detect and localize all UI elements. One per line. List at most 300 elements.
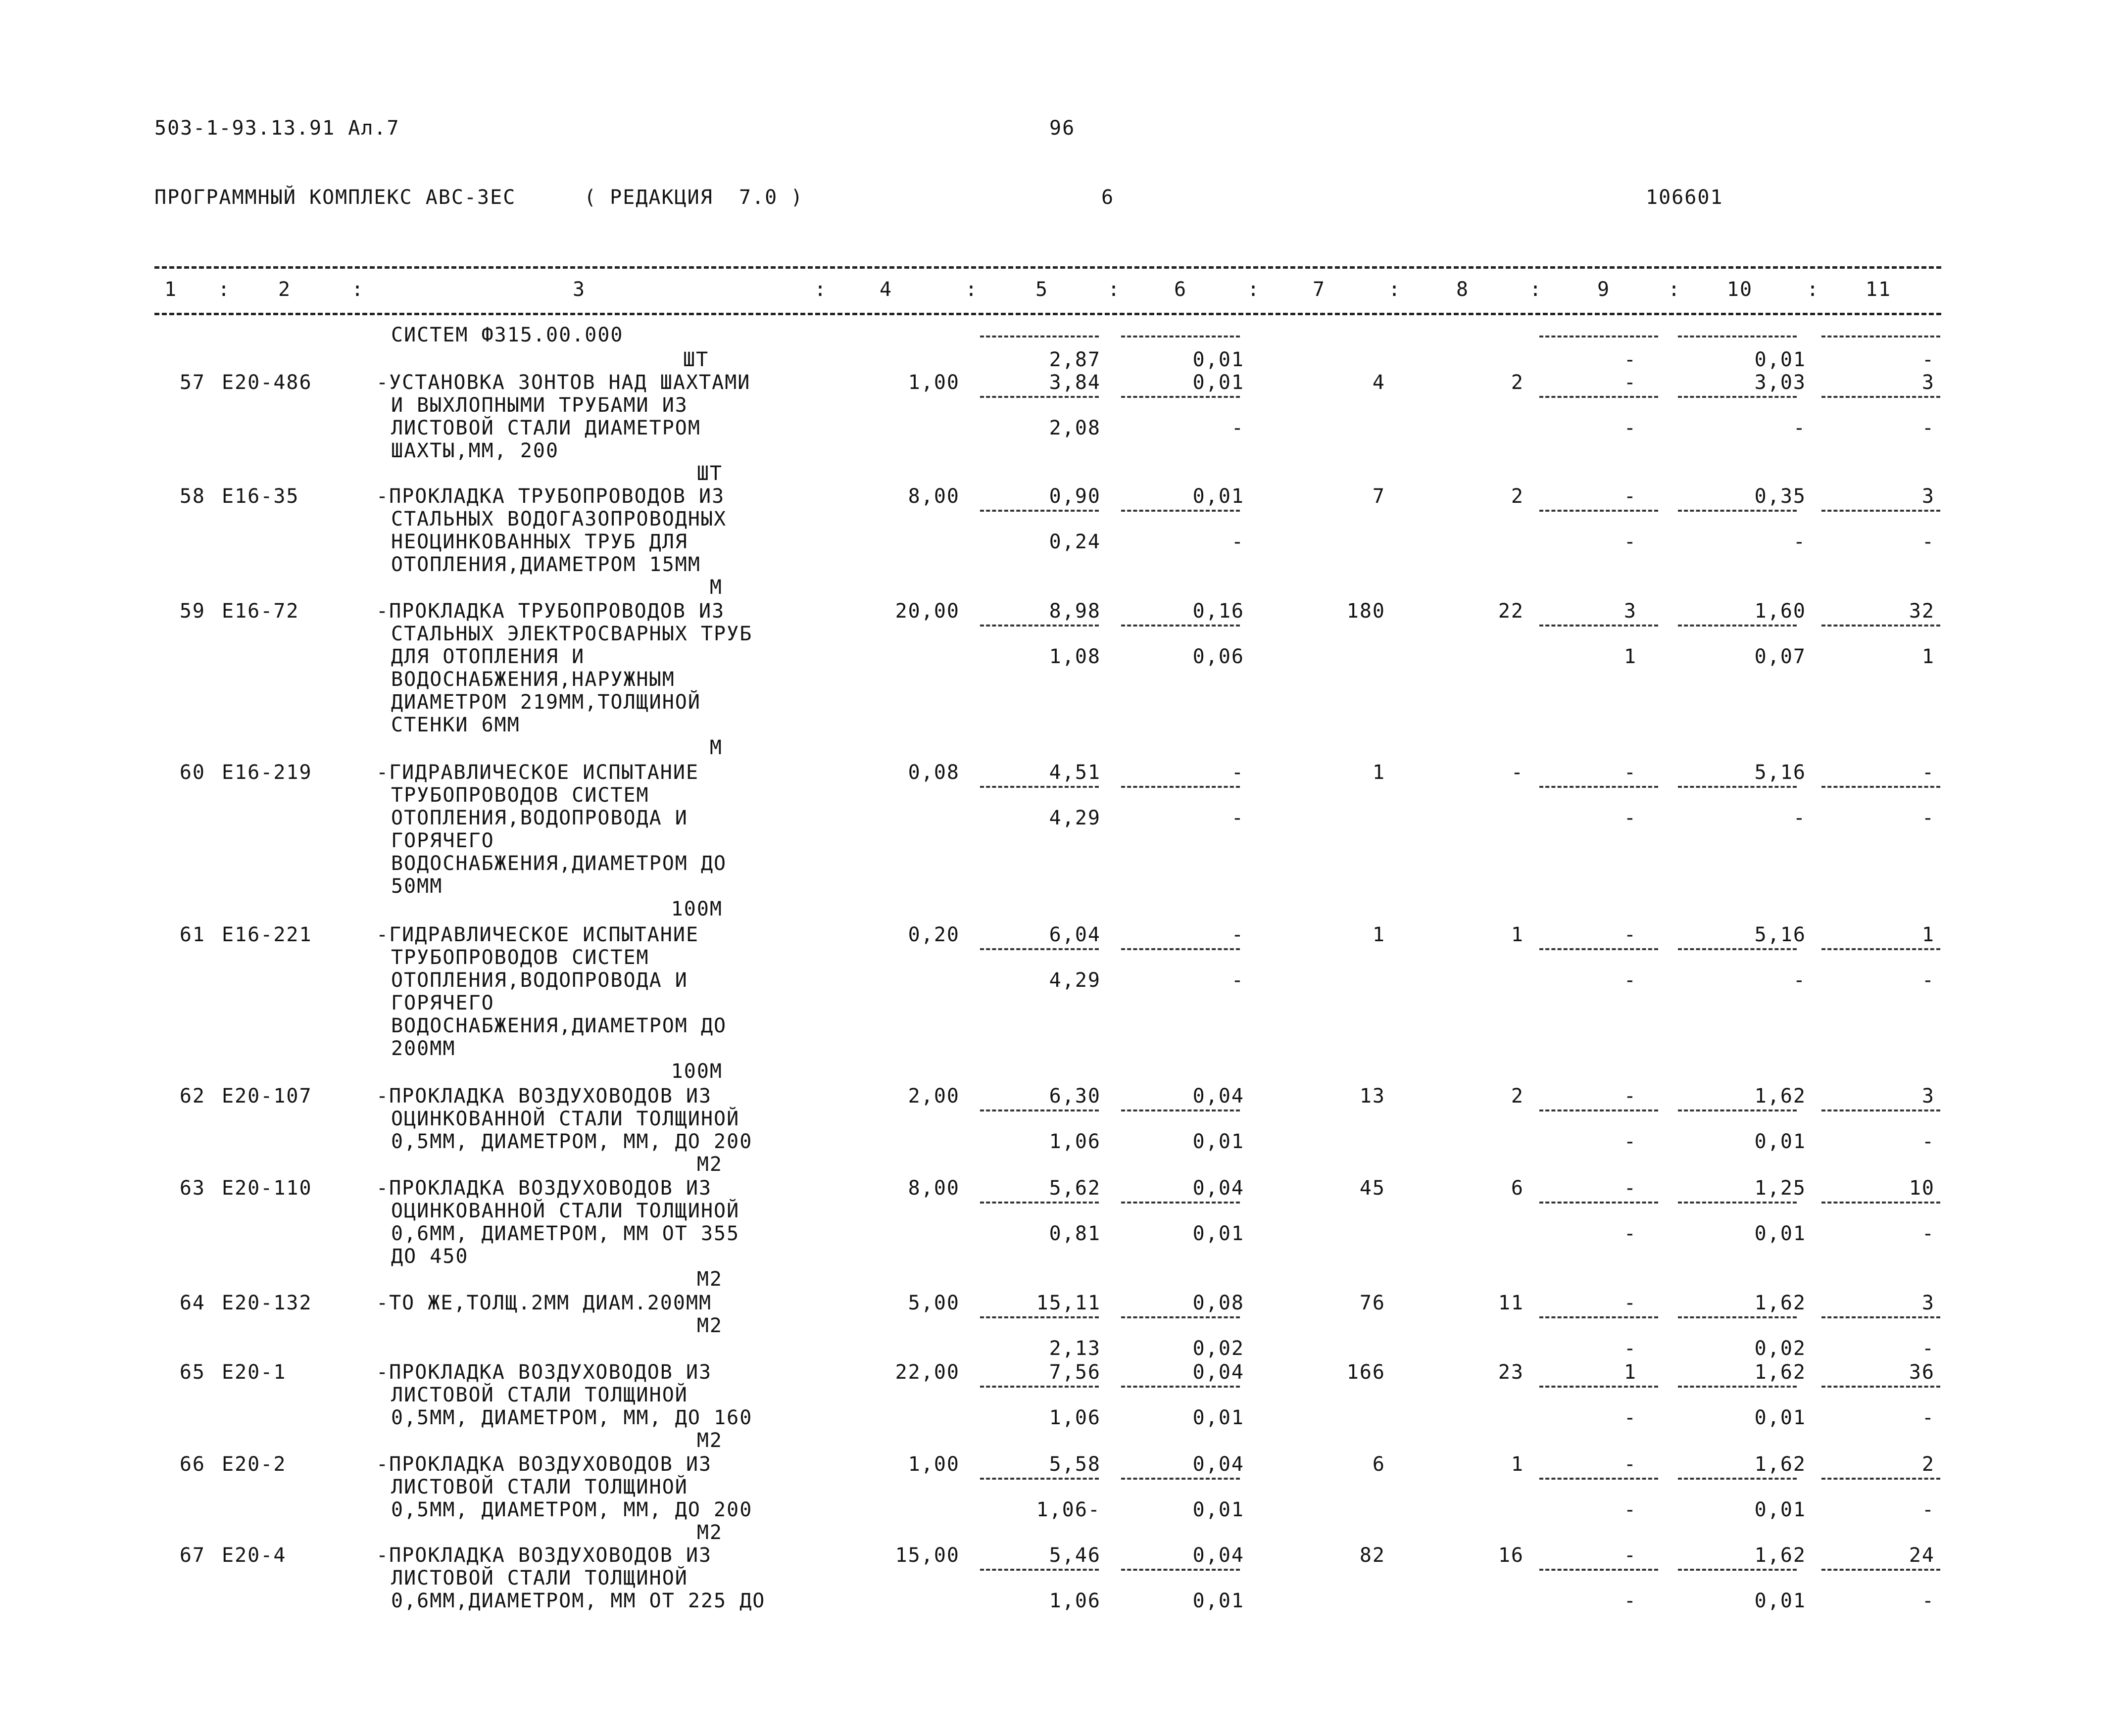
cell-c6: 0,16 xyxy=(1192,600,1244,623)
cell-c5b: 4,29 xyxy=(1049,807,1101,829)
row-description-line: ОТОПЛЕНИЯ,ДИАМЕТРОМ 15ММ xyxy=(391,553,701,576)
cell-c4: 2,00 xyxy=(908,1085,960,1108)
cell-rule xyxy=(1678,1386,1797,1388)
cell-c10: 1,62 xyxy=(1754,1361,1806,1384)
column-separator: : xyxy=(1108,278,1121,301)
row-description-line: ТРУБОПРОВОДОВ СИСТЕМ xyxy=(391,946,649,969)
cell-c10b: 0,01 xyxy=(1754,1498,1806,1521)
row-unit: М xyxy=(709,736,723,759)
cell-c10: 1,62 xyxy=(1754,1292,1806,1314)
carry-over-col11: - xyxy=(1921,348,1935,371)
cell-c9b: - xyxy=(1623,1222,1637,1245)
cell-rule xyxy=(980,1569,1099,1571)
cell-c9b: 1 xyxy=(1623,645,1637,668)
row-unit: М2 xyxy=(696,1268,723,1291)
cell-c9: - xyxy=(1623,1177,1637,1200)
cell-c5: 7,56 xyxy=(1049,1361,1101,1384)
cell-c11: 24 xyxy=(1909,1544,1935,1567)
row-code: Е20-1 xyxy=(222,1361,287,1384)
cell-c8: 11 xyxy=(1498,1292,1524,1314)
cell-c10: 3,03 xyxy=(1754,371,1806,394)
cell-c7: 82 xyxy=(1359,1544,1385,1567)
row-description-line: -ПРОКЛАДКА ВОЗДУХОВОДОВ ИЗ xyxy=(376,1177,712,1200)
object-code: 106601 xyxy=(1646,186,1723,209)
carry-over-rule xyxy=(980,336,1099,338)
cell-c10b: 0,01 xyxy=(1754,1590,1806,1612)
row-code: Е20-110 xyxy=(222,1177,312,1200)
cell-c9: - xyxy=(1623,485,1637,508)
cell-c4: 0,08 xyxy=(908,761,960,784)
cell-c6: 0,04 xyxy=(1192,1453,1244,1476)
column-header-11: 11 xyxy=(1865,278,1892,301)
row-code: Е16-35 xyxy=(222,485,299,508)
cell-c5: 3,84 xyxy=(1049,371,1101,394)
row-code: Е20-486 xyxy=(222,371,312,394)
cell-c6b: 0,02 xyxy=(1192,1337,1244,1360)
cell-rule xyxy=(1539,786,1658,788)
cell-c5: 5,58 xyxy=(1049,1453,1101,1476)
cell-c5: 4,51 xyxy=(1049,761,1101,784)
row-description-line: ОТОПЛЕНИЯ,ВОДОПРОВОДА И xyxy=(391,807,688,829)
column-header-4: 4 xyxy=(879,278,893,301)
carry-over-description: СИСТЕМ Ф315.00.000 xyxy=(391,324,624,346)
cell-rule xyxy=(980,510,1099,512)
column-separator: : xyxy=(965,278,979,301)
row-description-line: ВОДОСНАБЖЕНИЯ,ДИАМЕТРОМ ДО xyxy=(391,852,727,875)
row-number: 57 xyxy=(179,371,205,394)
program-title: ПРОГРАММНЫЙ КОМПЛЕКС АВС-3ЕС xyxy=(154,186,516,209)
row-description-line: -ПРОКЛАДКА ВОЗДУХОВОДОВ ИЗ xyxy=(376,1544,712,1567)
cell-c10b: 0,01 xyxy=(1754,1406,1806,1429)
cell-rule xyxy=(1678,625,1797,627)
cell-c7: 1 xyxy=(1372,923,1385,946)
row-description-line: -ПРОКЛАДКА ТРУБОПРОВОДОВ ИЗ xyxy=(376,485,725,508)
row-description-line: ОТОПЛЕНИЯ,ВОДОПРОВОДА И xyxy=(391,969,688,992)
cell-c9: - xyxy=(1623,761,1637,784)
cell-c8: 2 xyxy=(1511,371,1524,394)
column-separator: : xyxy=(1388,278,1402,301)
cell-c6b: 0,01 xyxy=(1192,1130,1244,1153)
cell-c7: 6 xyxy=(1372,1453,1385,1476)
cell-c6: 0,04 xyxy=(1192,1085,1244,1108)
row-description-line: ДИАМЕТРОМ 219ММ,ТОЛЩИНОЙ xyxy=(391,691,701,714)
cell-c9b: - xyxy=(1623,417,1637,439)
cell-c11b: - xyxy=(1921,1406,1935,1429)
cell-c10b: 0,07 xyxy=(1754,645,1806,668)
cell-rule xyxy=(1121,786,1240,788)
section-number: 6 xyxy=(1101,186,1115,209)
cell-c9: - xyxy=(1623,1453,1637,1476)
cell-c11b: - xyxy=(1921,1222,1935,1245)
row-description-line: 0,6ММ,ДИАМЕТРОМ, ММ ОТ 225 ДО xyxy=(391,1590,766,1612)
cell-c7: 180 xyxy=(1346,600,1385,623)
row-number: 61 xyxy=(179,923,205,946)
cell-c9b: - xyxy=(1623,807,1637,829)
cell-c5: 0,90 xyxy=(1049,485,1101,508)
cell-rule xyxy=(1539,1109,1658,1111)
row-description-line: -ГИДРАВЛИЧЕСКОЕ ИСПЫТАНИЕ xyxy=(376,761,699,784)
cell-rule xyxy=(1121,1109,1240,1111)
cell-c11: 1 xyxy=(1921,923,1935,946)
cell-c4: 22,00 xyxy=(895,1361,960,1384)
row-description-line: ЛИСТОВОЙ СТАЛИ ДИАМЕТРОМ xyxy=(391,417,701,439)
cell-c9b: - xyxy=(1623,1498,1637,1521)
carry-over-unit: ШТ xyxy=(683,348,709,371)
column-header-7: 7 xyxy=(1312,278,1326,301)
cell-c11b: 1 xyxy=(1921,645,1935,668)
row-number: 60 xyxy=(179,761,205,784)
row-description-line: ЛИСТОВОЙ СТАЛИ ТОЛЩИНОЙ xyxy=(391,1384,688,1406)
cell-c11: 32 xyxy=(1909,600,1935,623)
cell-c4: 8,00 xyxy=(908,1177,960,1200)
row-number: 64 xyxy=(179,1292,205,1314)
carry-over-rule xyxy=(1821,336,1940,338)
cell-c10: 0,35 xyxy=(1754,485,1806,508)
cell-c10b: - xyxy=(1793,969,1806,992)
row-description-line: СТАЛЬНЫХ ЭЛЕКТРОСВАРНЫХ ТРУБ xyxy=(391,623,753,645)
cell-rule xyxy=(1678,1478,1797,1480)
cell-rule xyxy=(1821,1386,1940,1388)
cell-rule xyxy=(1121,1316,1240,1318)
cell-c6b: - xyxy=(1231,417,1244,439)
cell-c11b: - xyxy=(1921,969,1935,992)
row-code: Е20-2 xyxy=(222,1453,287,1476)
cell-rule xyxy=(1821,1109,1940,1111)
cell-rule xyxy=(980,948,1099,950)
cell-c6: 0,01 xyxy=(1192,371,1244,394)
cell-rule xyxy=(1821,948,1940,950)
cell-rule xyxy=(1539,1478,1658,1480)
cell-rule xyxy=(1821,625,1940,627)
cell-rule xyxy=(1539,510,1658,512)
carry-over-col6: 0,01 xyxy=(1192,348,1244,371)
cell-c5b: 1,06 xyxy=(1049,1130,1101,1153)
cell-c10b: - xyxy=(1793,807,1806,829)
cell-c7: 13 xyxy=(1359,1085,1385,1108)
column-header-1: 1 xyxy=(164,278,178,301)
cell-c6: 0,08 xyxy=(1192,1292,1244,1314)
cell-c4: 8,00 xyxy=(908,485,960,508)
cell-c6b: - xyxy=(1231,969,1244,992)
cell-c10: 1,62 xyxy=(1754,1453,1806,1476)
cell-rule xyxy=(1539,396,1658,398)
row-code: Е16-219 xyxy=(222,761,312,784)
row-unit: М2 xyxy=(696,1521,723,1544)
carry-over-col5: 2,87 xyxy=(1049,348,1101,371)
cell-rule xyxy=(1821,1316,1940,1318)
cell-c5b: 0,81 xyxy=(1049,1222,1101,1245)
row-description-line: ДО 450 xyxy=(391,1245,469,1268)
row-code: Е16-221 xyxy=(222,923,312,946)
cell-c8: 22 xyxy=(1498,600,1524,623)
cell-c6: 0,04 xyxy=(1192,1544,1244,1567)
row-unit: ШТ xyxy=(696,462,723,485)
row-unit: 100М xyxy=(671,1060,723,1083)
cell-rule xyxy=(1678,396,1797,398)
cell-c9b: - xyxy=(1623,530,1637,553)
cell-rule xyxy=(1821,1478,1940,1480)
cell-c9: 1 xyxy=(1623,1361,1637,1384)
row-description-line: -ТО ЖЕ,ТОЛЩ.2ММ ДИАМ.200ММ xyxy=(376,1292,712,1314)
cell-c10: 5,16 xyxy=(1754,761,1806,784)
row-unit: М xyxy=(709,576,723,599)
cell-c8: 2 xyxy=(1511,1085,1524,1108)
cell-c6b: - xyxy=(1231,530,1244,553)
column-header-8: 8 xyxy=(1456,278,1470,301)
cell-rule xyxy=(1539,625,1658,627)
column-separator: : xyxy=(351,278,365,301)
row-unit: М2 xyxy=(696,1314,723,1337)
row-number: 58 xyxy=(179,485,205,508)
row-number: 62 xyxy=(179,1085,205,1108)
carry-over-col10: 0,01 xyxy=(1754,348,1806,371)
cell-c6: - xyxy=(1231,761,1244,784)
cell-c11b: - xyxy=(1921,807,1935,829)
row-unit: 100М xyxy=(671,898,723,920)
cell-c5b: 1,06 xyxy=(1049,1590,1101,1612)
cell-rule xyxy=(1821,1569,1940,1571)
cell-c5: 15,11 xyxy=(1036,1292,1101,1314)
edition-label: ( РЕДАКЦИЯ 7.0 ) xyxy=(584,186,804,209)
column-separator: : xyxy=(1247,278,1261,301)
cell-c9: - xyxy=(1623,1085,1637,1108)
column-separator: : xyxy=(814,278,828,301)
cell-c11: 3 xyxy=(1921,371,1935,394)
cell-rule xyxy=(1678,1109,1797,1111)
row-description-line: 50ММ xyxy=(391,875,443,898)
row-description-line: СТАЛЬНЫХ ВОДОГАЗОПРОВОДНЫХ xyxy=(391,508,727,530)
cell-c7: 45 xyxy=(1359,1177,1385,1200)
cell-c7: 76 xyxy=(1359,1292,1385,1314)
cell-c10b: 0,01 xyxy=(1754,1222,1806,1245)
cell-c8: 1 xyxy=(1511,1453,1524,1476)
cell-c8: 16 xyxy=(1498,1544,1524,1567)
cell-rule xyxy=(1678,948,1797,950)
cell-rule xyxy=(1539,1316,1658,1318)
column-separator: : xyxy=(1529,278,1543,301)
row-code: Е20-132 xyxy=(222,1292,312,1314)
cell-c7: 166 xyxy=(1346,1361,1385,1384)
row-description-line: -ПРОКЛАДКА ТРУБОПРОВОДОВ ИЗ xyxy=(376,600,725,623)
cell-c11b: - xyxy=(1921,1337,1935,1360)
row-code: Е20-107 xyxy=(222,1085,312,1108)
carry-over-rule xyxy=(1539,336,1658,338)
cell-c9: 3 xyxy=(1623,600,1637,623)
cell-rule xyxy=(1539,948,1658,950)
cell-c9b: - xyxy=(1623,1590,1637,1612)
cell-c7: 7 xyxy=(1372,485,1385,508)
column-separator: : xyxy=(1807,278,1820,301)
column-header-5: 5 xyxy=(1035,278,1049,301)
row-description-line: ЛИСТОВОЙ СТАЛИ ТОЛЩИНОЙ xyxy=(391,1476,688,1498)
cell-c9: - xyxy=(1623,1544,1637,1567)
cell-rule xyxy=(1821,786,1940,788)
column-header-10: 10 xyxy=(1726,278,1753,301)
cell-c9: - xyxy=(1623,923,1637,946)
cell-c10b: - xyxy=(1793,530,1806,553)
cell-c7: 4 xyxy=(1372,371,1385,394)
carry-over-rule xyxy=(1121,336,1240,338)
cell-c10: 1,60 xyxy=(1754,600,1806,623)
row-description-line: -ГИДРАВЛИЧЕСКОЕ ИСПЫТАНИЕ xyxy=(376,923,699,946)
cell-c4: 0,20 xyxy=(908,923,960,946)
cell-rule xyxy=(1821,510,1940,512)
cell-c11: 3 xyxy=(1921,1292,1935,1314)
cell-c10b: 0,02 xyxy=(1754,1337,1806,1360)
cell-c6: - xyxy=(1231,923,1244,946)
row-description-line: ДЛЯ ОТОПЛЕНИЯ И xyxy=(391,645,585,668)
column-header-3: 3 xyxy=(572,278,586,301)
row-description-line: ГОРЯЧЕГО xyxy=(391,829,494,852)
cell-c11b: - xyxy=(1921,530,1935,553)
cell-c5: 6,30 xyxy=(1049,1085,1101,1108)
cell-rule xyxy=(980,1202,1099,1204)
cell-rule xyxy=(1821,396,1940,398)
cell-rule xyxy=(1121,1569,1240,1571)
cell-c6b: 0,01 xyxy=(1192,1590,1244,1612)
cell-c6b: 0,01 xyxy=(1192,1498,1244,1521)
cell-c9b: - xyxy=(1623,1337,1637,1360)
row-description-line: 200ММ xyxy=(391,1037,456,1060)
cell-c11b: - xyxy=(1921,1590,1935,1612)
cell-rule xyxy=(980,1478,1099,1480)
document-code: 503-1-93.13.91 Ал.7 xyxy=(154,117,400,140)
row-description-line: И ВЫХЛОПНЫМИ ТРУБАМИ ИЗ xyxy=(391,394,688,417)
row-description-line: ВОДОСНАБЖЕНИЯ,НАРУЖНЫМ xyxy=(391,668,675,691)
cell-c10: 1,62 xyxy=(1754,1085,1806,1108)
cell-c4: 1,00 xyxy=(908,1453,960,1476)
cell-c6b: 0,01 xyxy=(1192,1406,1244,1429)
cell-c5: 5,62 xyxy=(1049,1177,1101,1200)
row-description-line: ГОРЯЧЕГО xyxy=(391,992,494,1014)
cell-c10b: 0,01 xyxy=(1754,1130,1806,1153)
cell-c5b: 1,06- xyxy=(1036,1498,1101,1521)
cell-rule xyxy=(1121,396,1240,398)
cell-c4: 1,00 xyxy=(908,371,960,394)
cell-c11: 3 xyxy=(1921,485,1935,508)
row-code: Е20-4 xyxy=(222,1544,287,1567)
row-description-line: 0,6ММ, ДИАМЕТРОМ, ММ ОТ 355 xyxy=(391,1222,740,1245)
row-number: 66 xyxy=(179,1453,205,1476)
cell-c5: 6,04 xyxy=(1049,923,1101,946)
cell-rule xyxy=(1678,786,1797,788)
cell-c6: 0,04 xyxy=(1192,1177,1244,1200)
cell-rule xyxy=(1121,625,1240,627)
cell-c11: 2 xyxy=(1921,1453,1935,1476)
cell-c6b: 0,06 xyxy=(1192,645,1244,668)
table-top-rule xyxy=(154,266,1941,269)
cell-rule xyxy=(1121,1386,1240,1388)
cell-rule xyxy=(1539,1386,1658,1388)
cell-c10: 1,62 xyxy=(1754,1544,1806,1567)
cell-c11: 3 xyxy=(1921,1085,1935,1108)
cell-rule xyxy=(1121,948,1240,950)
column-separator: : xyxy=(1668,278,1681,301)
table-header-rule xyxy=(154,313,1941,315)
cell-rule xyxy=(980,396,1099,398)
cell-rule xyxy=(980,1386,1099,1388)
cell-c10: 1,25 xyxy=(1754,1177,1806,1200)
row-description-line: ОЦИНКОВАННОЙ СТАЛИ ТОЛЩИНОЙ xyxy=(391,1108,740,1130)
cell-rule xyxy=(1678,510,1797,512)
cell-c6b: 0,01 xyxy=(1192,1222,1244,1245)
row-description-line: ТРУБОПРОВОДОВ СИСТЕМ xyxy=(391,784,649,807)
cell-c4: 15,00 xyxy=(895,1544,960,1567)
row-unit: М2 xyxy=(696,1429,723,1452)
row-description-line: -ПРОКЛАДКА ВОЗДУХОВОДОВ ИЗ xyxy=(376,1085,712,1108)
cell-c4: 20,00 xyxy=(895,600,960,623)
cell-c10b: - xyxy=(1793,417,1806,439)
cell-rule xyxy=(1678,1202,1797,1204)
row-description-line: ОЦИНКОВАННОЙ СТАЛИ ТОЛЩИНОЙ xyxy=(391,1200,740,1222)
cell-c8: 23 xyxy=(1498,1361,1524,1384)
cell-c11: - xyxy=(1921,761,1935,784)
cell-c6: 0,04 xyxy=(1192,1361,1244,1384)
row-description-line: -УСТАНОВКА ЗОНТОВ НАД ШАХТАМИ xyxy=(376,371,751,394)
cell-c5b: 0,24 xyxy=(1049,530,1101,553)
cell-rule xyxy=(980,1316,1099,1318)
cell-c4: 5,00 xyxy=(908,1292,960,1314)
cell-c11b: - xyxy=(1921,1130,1935,1153)
cell-c5b: 1,06 xyxy=(1049,1406,1101,1429)
column-header-2: 2 xyxy=(278,278,292,301)
cell-rule xyxy=(980,786,1099,788)
cell-rule xyxy=(1678,1569,1797,1571)
cell-rule xyxy=(1121,510,1240,512)
cell-c6b: - xyxy=(1231,807,1244,829)
cell-c8: 2 xyxy=(1511,485,1524,508)
cell-rule xyxy=(980,1109,1099,1111)
column-separator: : xyxy=(218,278,231,301)
cell-c11: 10 xyxy=(1909,1177,1935,1200)
row-description-line: 0,5ММ, ДИАМЕТРОМ, ММ, ДО 200 xyxy=(391,1498,753,1521)
cell-c11b: - xyxy=(1921,417,1935,439)
cell-c5: 5,46 xyxy=(1049,1544,1101,1567)
row-description-line: ЛИСТОВОЙ СТАЛИ ТОЛЩИНОЙ xyxy=(391,1567,688,1590)
cell-c10: 5,16 xyxy=(1754,923,1806,946)
row-number: 65 xyxy=(179,1361,205,1384)
row-description-line: 0,5ММ, ДИАМЕТРОМ, ММ, ДО 200 xyxy=(391,1130,753,1153)
cell-c9: - xyxy=(1623,1292,1637,1314)
carry-over-rule xyxy=(1678,336,1797,338)
cell-rule xyxy=(980,625,1099,627)
cell-c9b: - xyxy=(1623,1130,1637,1153)
cell-rule xyxy=(1539,1202,1658,1204)
cell-c7: 1 xyxy=(1372,761,1385,784)
row-number: 59 xyxy=(179,600,205,623)
column-header-6: 6 xyxy=(1174,278,1187,301)
cell-c5b: 1,08 xyxy=(1049,645,1101,668)
cell-c6: 0,01 xyxy=(1192,485,1244,508)
cell-c8: 6 xyxy=(1511,1177,1524,1200)
cell-c5b: 2,13 xyxy=(1049,1337,1101,1360)
cell-rule xyxy=(1121,1478,1240,1480)
carry-over-col9: - xyxy=(1623,348,1637,371)
row-description-line: НЕОЦИНКОВАННЫХ ТРУБ ДЛЯ xyxy=(391,530,688,553)
row-number: 67 xyxy=(179,1544,205,1567)
cell-rule xyxy=(1678,1316,1797,1318)
cell-c8: 1 xyxy=(1511,923,1524,946)
cell-c5b: 4,29 xyxy=(1049,969,1101,992)
page-number: 96 xyxy=(1049,117,1076,140)
column-header-9: 9 xyxy=(1597,278,1611,301)
cell-rule xyxy=(1821,1202,1940,1204)
row-description-line: ВОДОСНАБЖЕНИЯ,ДИАМЕТРОМ ДО xyxy=(391,1014,727,1037)
cell-c9b: - xyxy=(1623,969,1637,992)
row-unit: М2 xyxy=(696,1153,723,1176)
cell-c11b: - xyxy=(1921,1498,1935,1521)
row-description-line: -ПРОКЛАДКА ВОЗДУХОВОДОВ ИЗ xyxy=(376,1361,712,1384)
